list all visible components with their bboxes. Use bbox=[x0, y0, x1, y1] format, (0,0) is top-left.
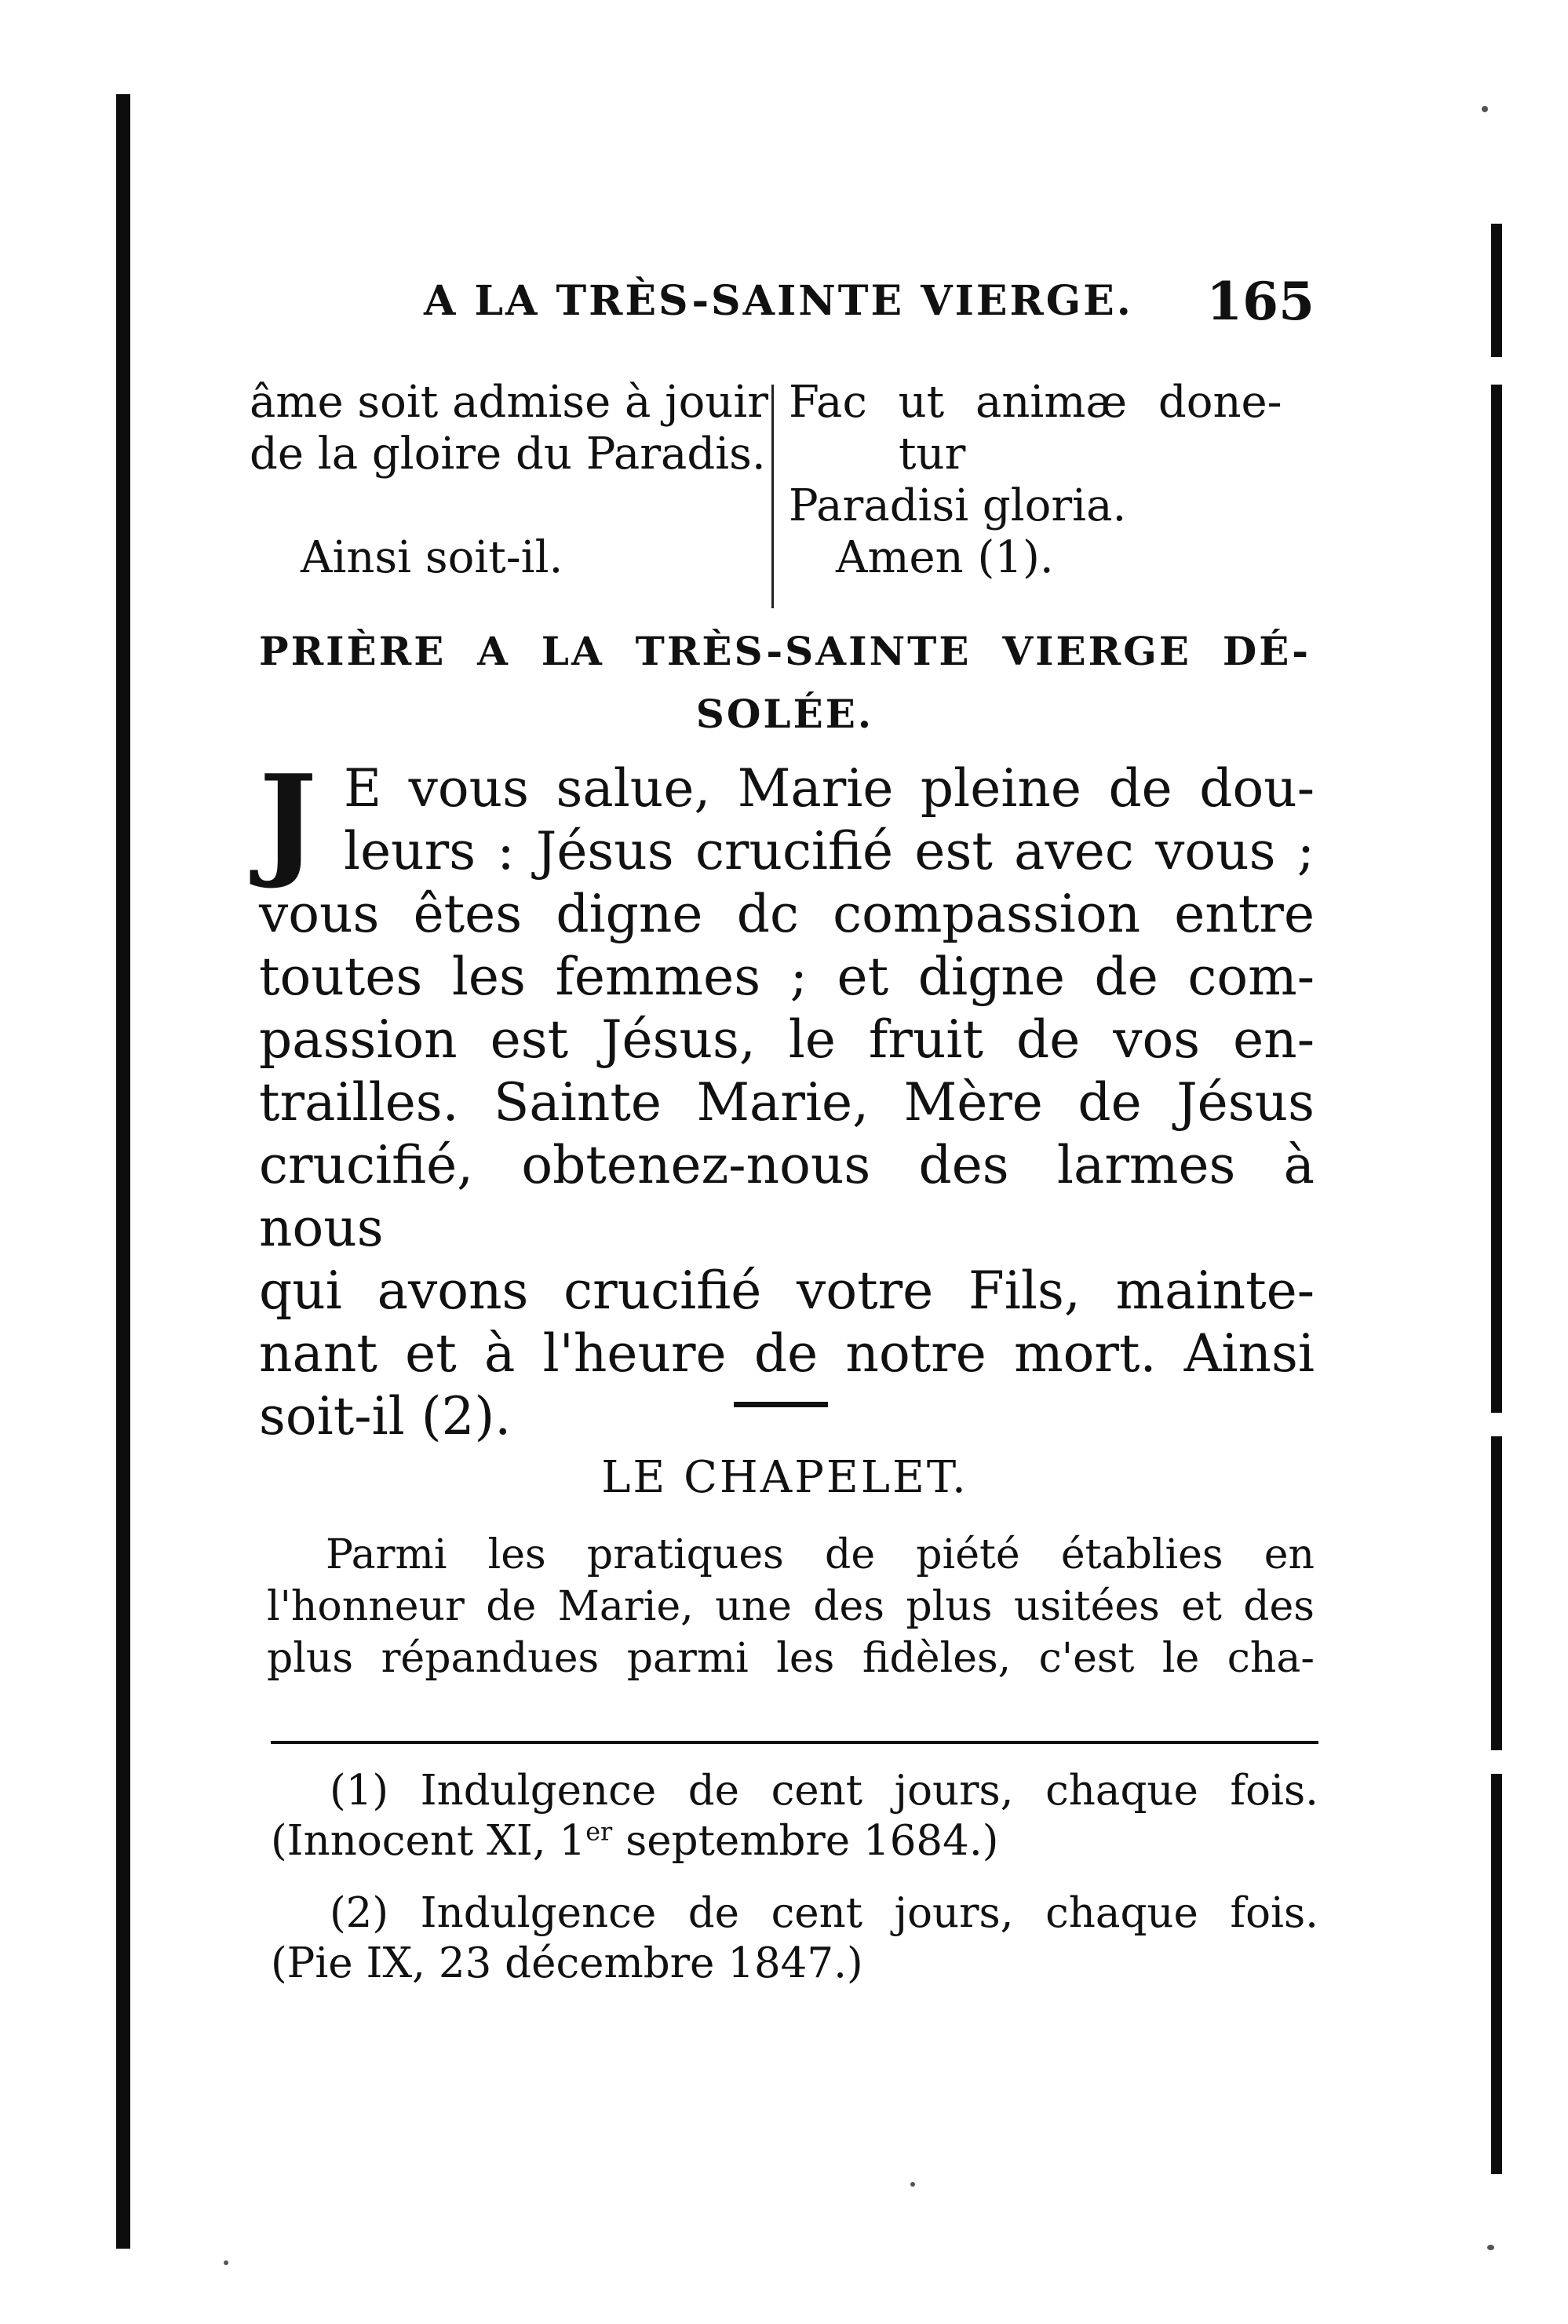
latin-line: tur bbox=[899, 429, 966, 480]
prayer-body bbox=[259, 748, 1315, 1448]
french-column bbox=[250, 377, 769, 584]
page-edge-right bbox=[1491, 224, 1502, 357]
prayer-line: vous êtes digne dc compassion entre bbox=[259, 884, 1315, 944]
prayer-line: toutes les femmes ; et digne de com- bbox=[259, 947, 1315, 1007]
page-edge-right bbox=[1491, 1774, 1502, 2174]
french-line: de la gloire du Paradis. bbox=[250, 429, 766, 480]
french-line: âme soit admise à jouir bbox=[250, 377, 769, 428]
footnote-2 bbox=[271, 1888, 1318, 1989]
footnote-rule bbox=[271, 1741, 1318, 1744]
body-line: plus répandues parmi les fidèles, c'est le cha- bbox=[267, 1635, 1315, 1682]
page-edge-right bbox=[1491, 385, 1502, 1413]
body-line: Parmi les pratiques de piété établies en bbox=[326, 1531, 1315, 1578]
latin-line: Paradisi gloria. bbox=[789, 480, 1127, 531]
scan-speck bbox=[1487, 2245, 1494, 2250]
footnote-text: (Innocent XI, 1 bbox=[271, 1817, 586, 1865]
prayer-line: qui avons crucifié votre Fils, mainte- bbox=[259, 1261, 1315, 1321]
running-head bbox=[424, 271, 1315, 334]
prayer-title bbox=[259, 620, 1311, 746]
column-divider bbox=[771, 385, 774, 608]
prayer-line: trailles. Sainte Marie, Mère de Jésus bbox=[259, 1072, 1315, 1133]
footnote-line: (2) Indulgence de cent jours, chaque fois. bbox=[330, 1889, 1318, 1937]
prayer-line: E vous salue, Marie pleine de dou- bbox=[344, 758, 1315, 819]
footnote-1 bbox=[271, 1766, 1318, 1866]
page-edge-right bbox=[1491, 1436, 1502, 1750]
scan-speck bbox=[1482, 106, 1488, 112]
prayer-line: nant et à l'heure de notre mort. Ainsi bbox=[259, 1323, 1315, 1384]
footnote-text: septembre 1684.) bbox=[612, 1817, 999, 1865]
latin-line: Amen (1). bbox=[836, 532, 1054, 583]
prayer-line: crucifié, obtenez-nous des larmes à nous bbox=[259, 1135, 1315, 1258]
page-number: 165 bbox=[1206, 271, 1315, 332]
prayer-line: soit-il (2). bbox=[259, 1386, 512, 1447]
running-title: A LA TRÈS-SAINTE VIERGE. bbox=[424, 277, 1133, 325]
french-line: Ainsi soit-il. bbox=[301, 532, 563, 583]
prayer-title-line: SOLÉE. bbox=[695, 691, 874, 737]
drop-cap: J bbox=[259, 748, 317, 892]
scan-speck bbox=[910, 2182, 915, 2187]
body-line: l'honneur de Marie, une des plus usitées et des bbox=[267, 1583, 1315, 1630]
section-divider bbox=[734, 1402, 828, 1407]
latin-column bbox=[789, 377, 1322, 584]
latin-line: Fac ut animæ done- bbox=[789, 377, 1282, 428]
footnote-line bbox=[271, 1816, 1318, 1866]
footnote-line: (1) Indulgence de cent jours, chaque fois. bbox=[330, 1767, 1318, 1815]
prayer-line: leurs : Jésus crucifié est avec vous ; bbox=[344, 821, 1315, 881]
footnotes bbox=[271, 1766, 1318, 2011]
footnote-line: (Pie IX, 23 décembre 1847.) bbox=[271, 1939, 863, 1987]
section-title: LE CHAPELET. bbox=[601, 1452, 968, 1503]
prayer-line: passion est Jésus, le fruit de vos en- bbox=[259, 1009, 1315, 1070]
scan-speck bbox=[224, 2260, 228, 2265]
prayer-title-line: PRIÈRE A LA TRÈS-SAINTE VIERGE DÉ- bbox=[259, 628, 1311, 674]
section-body bbox=[267, 1529, 1315, 1684]
page-edge-left bbox=[116, 94, 130, 2249]
ordinal-superscript: er bbox=[585, 1817, 613, 1847]
